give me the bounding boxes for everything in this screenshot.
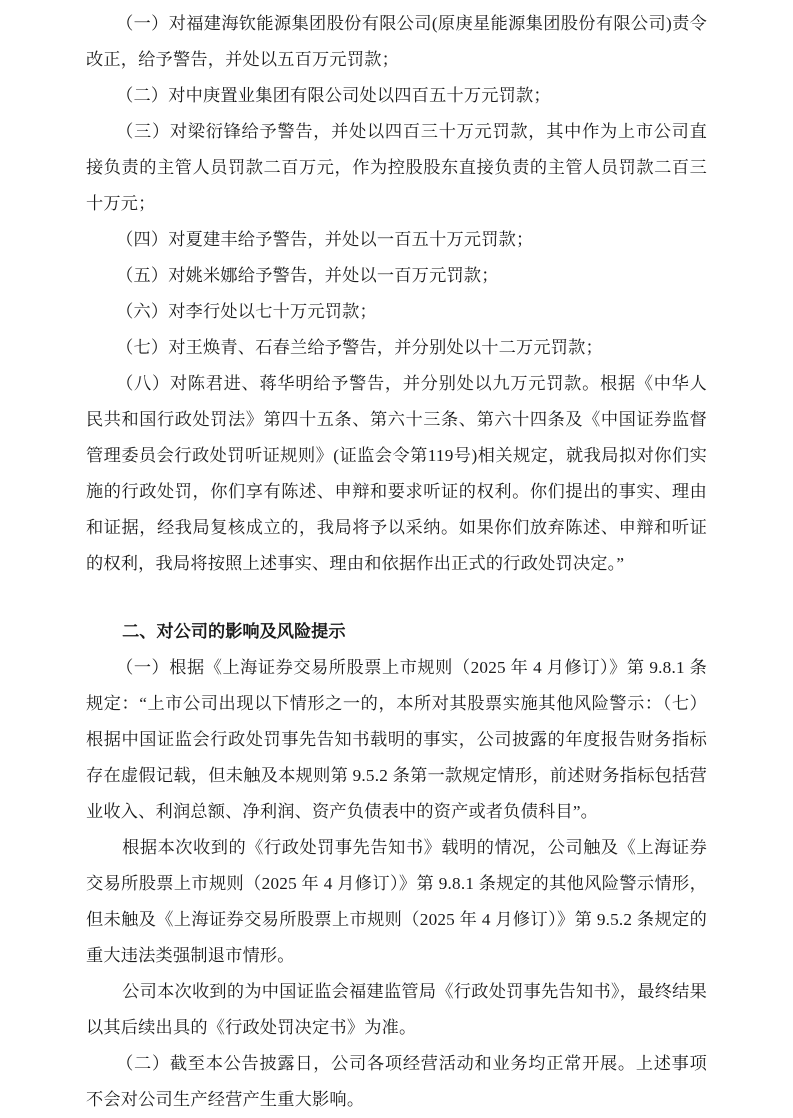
section-heading: 二、对公司的影响及风险提示 [122, 622, 346, 641]
paragraph-item-4: （四）对夏建丰给予警告，并处以一百五十万元罚款； [116, 230, 534, 249]
paragraph-item-1: （一）对福建海钦能源集团股份有限公司(原庚星能源集团股份有限公司)责令改正，给予警告，并处以五百万元罚款； [86, 14, 707, 69]
paragraph-item-3: （三）对梁衍锋给予警告，并处以四百三十万元罚款，其中作为上市公司直接负责的主管人员罚款二百万元，作为控股股东直接负责的主管人员罚款二百三十万元； [86, 122, 707, 213]
paragraph-item-5: （五）对姚米娜给予警告，并处以一百万元罚款； [116, 266, 499, 285]
paragraph-item-6: （六）对李行处以七十万元罚款； [116, 302, 377, 321]
section-paragraph-2: 根据本次收到的《行政处罚事先告知书》载明的情况，公司触及《上海证券交易所股票上市规则（2025 年 4 月修订）》第 9.8.1 条规定的其他风险警示情形，但未触及《上海证券交易所股票上市规则（2025 年 4 月修订）》第 9.5.2 条规定的重大违法类强制退市情形。 [86, 838, 707, 965]
paragraph-item-7: （七）对王焕青、石春兰给予警告，并分别处以十二万元罚款； [116, 338, 603, 357]
section-paragraph-item-2: （二）截至本公告披露日，公司各项经营活动和业务均正常开展。上述事项不会对公司生产经营产生重大影响。 [86, 1054, 707, 1109]
paragraph-item-2: （二）对中庚置业集团有限公司处以四百五十万元罚款； [116, 86, 551, 105]
paragraph-item-8: （八）对陈君进、蒋华明给予警告，并分别处以九万元罚款。根据《中华人民共和国行政处罚法》第四十五条、第六十三条、第六十四条及《中国证券监督管理委员会行政处罚听证规则》(证监会令第119号)相关规定，就我局拟对你们实施的行政处罚，你们享有陈述、申辩和要求听证的权利。你们提出的事实、理由和证据，经我局复核成立的，我局将予以采纳。如果你们放弃陈述、申辩和听证的权利，我局将按照上述事实、理由和依据作出正式的行政处罚决定。” [86, 374, 707, 573]
section-paragraph-3: 公司本次收到的为中国证监会福建监管局《行政处罚事先告知书》，最终结果以其后续出具的《行政处罚决定书》为准。 [86, 982, 707, 1037]
section-paragraph-item-1: （一）根据《上海证券交易所股票上市规则（2025 年 4 月修订）》第 9.8.1 条规定：“上市公司出现以下情形之一的，本所对其股票实施其他风险警示：（七）根据中国证监会行政处罚事先告知书载明的事实，公司披露的年度报告财务指标存在虚假记载，但未触及本规则第 9.5.2 条第一款规定情形，前述财务指标包括营业收入、利润总额、净利润、资产负债表中的资产或者负债科目”。 [86, 658, 707, 821]
section-spacer [86, 582, 707, 614]
